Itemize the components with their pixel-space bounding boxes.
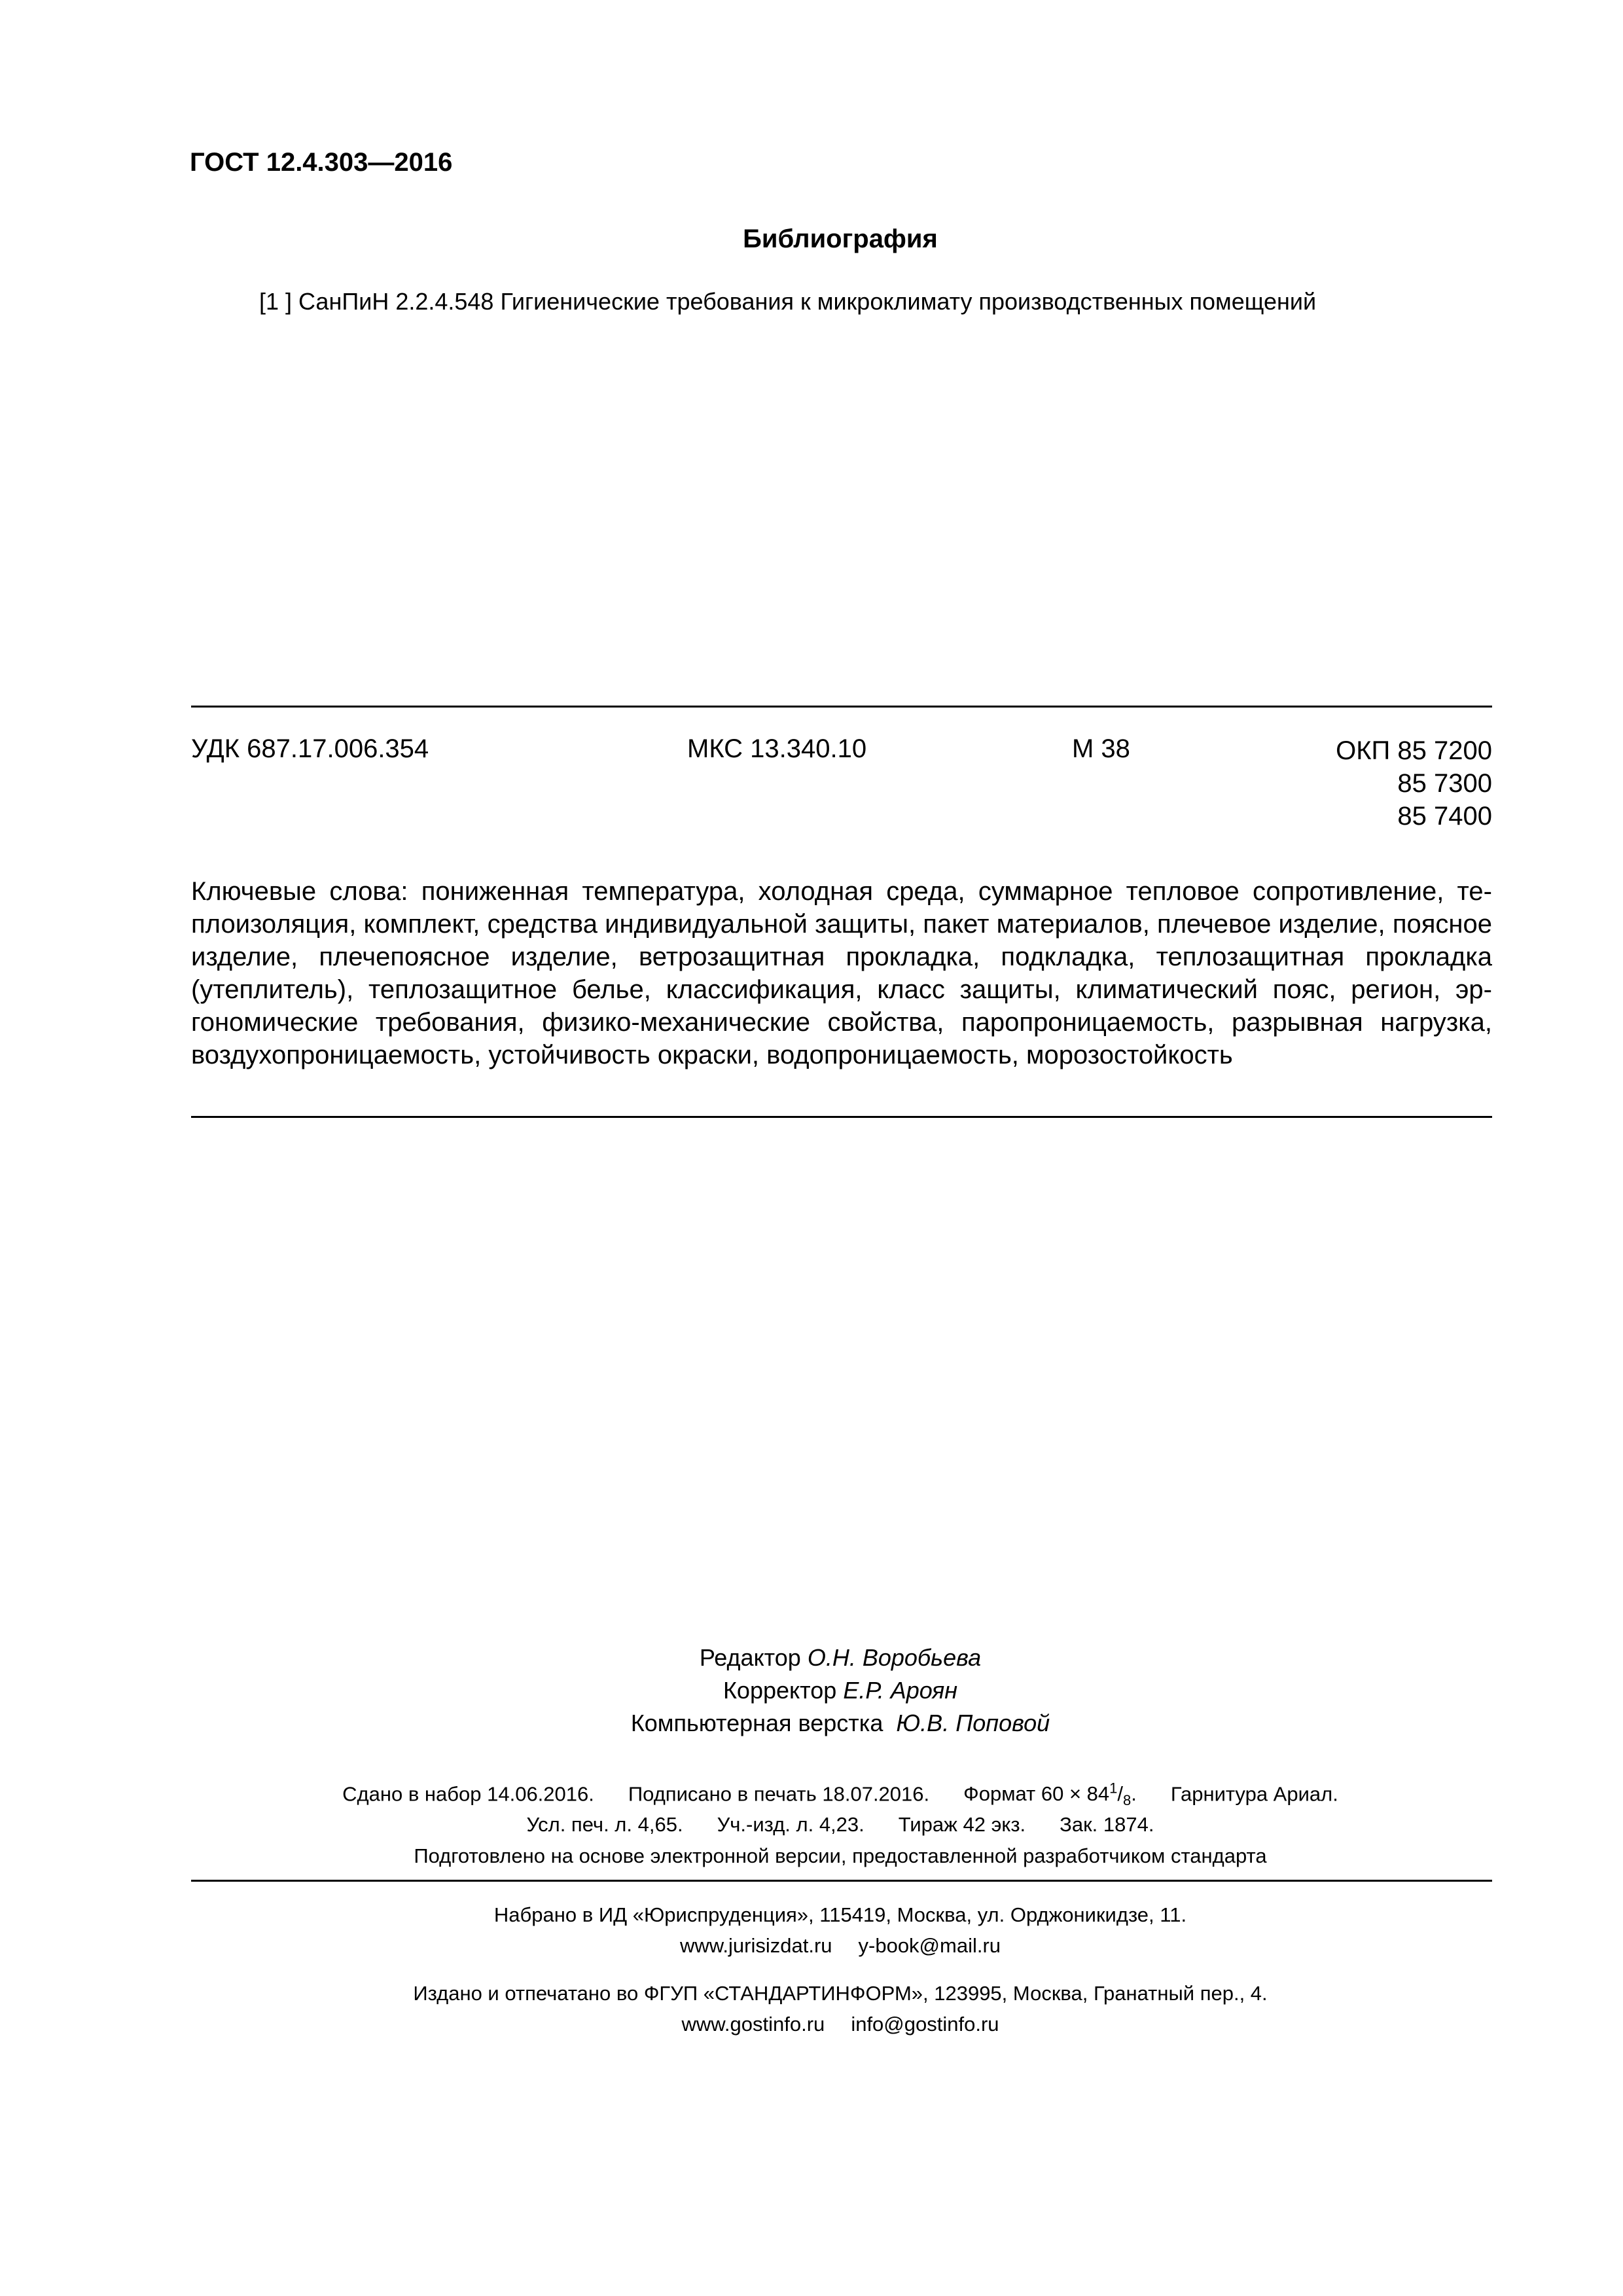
layout-role: Компьютерная верстка: [630, 1710, 883, 1736]
typeset-contacts: [0, 1934, 1623, 1958]
divider-imprint: [191, 1880, 1492, 1882]
imprint-line-1: [0, 1780, 1623, 1810]
document-code: ГОСТ 12.4.303—2016: [190, 148, 453, 177]
imprint-note: Подготовлено на основе электронной версии, предоставленной разработчиком стандарта: [414, 1844, 1267, 1867]
typeface: Гарнитура Ариал.: [1170, 1782, 1338, 1806]
m-code: М 38: [1072, 734, 1130, 763]
okp-code: 85 7300: [1397, 769, 1492, 798]
corrector-role: Корректор: [722, 1677, 837, 1704]
okp-code: ОКП 85 7200: [1336, 736, 1492, 765]
printer-info: Издано и отпечатано во ФГУП «СТАНДАРТИНФОРМ», 123995, Москва, Гранатный пер., 4.: [413, 1982, 1268, 2005]
publishing-sheets: Уч.-изд. л. 4,23.: [717, 1813, 865, 1836]
okp-codes: [1336, 734, 1492, 833]
paper-format-denominator: 8: [1123, 1792, 1132, 1809]
typeset-date: Сдано в набор 14.06.2016.: [342, 1782, 594, 1806]
signed-date: Подписано в печать 18.07.2016.: [628, 1782, 930, 1806]
typeset-email: y-book@mail.ru: [858, 1934, 1001, 1957]
divider-keywords: [191, 1116, 1492, 1118]
corrector-name: Е.Р. Ароян: [843, 1677, 958, 1704]
okp-code: 85 7400: [1397, 802, 1492, 831]
bibliography-item: [1 ] СанПиН 2.2.4.548 Гигиенические требования к микроклимату производственных помещений: [259, 288, 1317, 315]
paper-format-prefix: Формат 60 × 84: [963, 1782, 1110, 1806]
typeset-house: Набрано в ИД «Юриспруденция», 115419, Москва, ул. Орджоникидзе, 11.: [493, 1903, 1187, 1926]
keywords-paragraph: Ключевые слова: пониженная температура, холодная среда, суммарное тепловое сопротивление, теплоизоляция, комплект, средства индивидуальной защиты, пакет материалов, плечевое изделие, поясное изделие, плечепоясное изделие, ветрозащитная прокладка, подкладка, теплозащитная прокладка (утеплитель), теплозащитное белье, классификация, класс защиты, климатический пояс, регион, эргономические требования, физико-механические свойства, паропроницаемость, разрывная нагрузка, воздухопроницаемость, устойчивость окраски, водопроницаемость, морозостойкость: [191, 877, 1492, 1069]
layout-line: [0, 1710, 1623, 1737]
editor-name: О.Н. Воробьева: [807, 1644, 982, 1671]
editor-line: [0, 1644, 1623, 1672]
paper-format-numerator: 1: [1109, 1780, 1118, 1797]
order-number: Зак. 1874.: [1060, 1813, 1154, 1836]
corrector-line: [0, 1677, 1623, 1704]
mks-code: МКС 13.340.10: [687, 734, 867, 763]
editor-role: Редактор: [699, 1644, 801, 1671]
printer-website: www.gostinfo.ru: [681, 2013, 825, 2036]
layout-name: Ю.В. Поповой: [896, 1710, 1050, 1736]
printer-contacts: [0, 2013, 1623, 2036]
udk-code: УДК 687.17.006.354: [191, 734, 429, 763]
imprint-line-2: [0, 1813, 1623, 1837]
divider-top: [191, 706, 1492, 708]
printer-email: info@gostinfo.ru: [851, 2013, 999, 2036]
bibliography-title: Библиография: [743, 224, 938, 253]
paper-format-suffix: .: [1131, 1782, 1137, 1806]
typeset-website: www.jurisizdat.ru: [679, 1934, 832, 1957]
print-sheets: Усл. печ. л. 4,65.: [526, 1813, 683, 1836]
circulation: Тираж 42 экз.: [898, 1813, 1026, 1836]
paper-format: [963, 1780, 1137, 1809]
paper-format-slash: /: [1117, 1782, 1124, 1806]
